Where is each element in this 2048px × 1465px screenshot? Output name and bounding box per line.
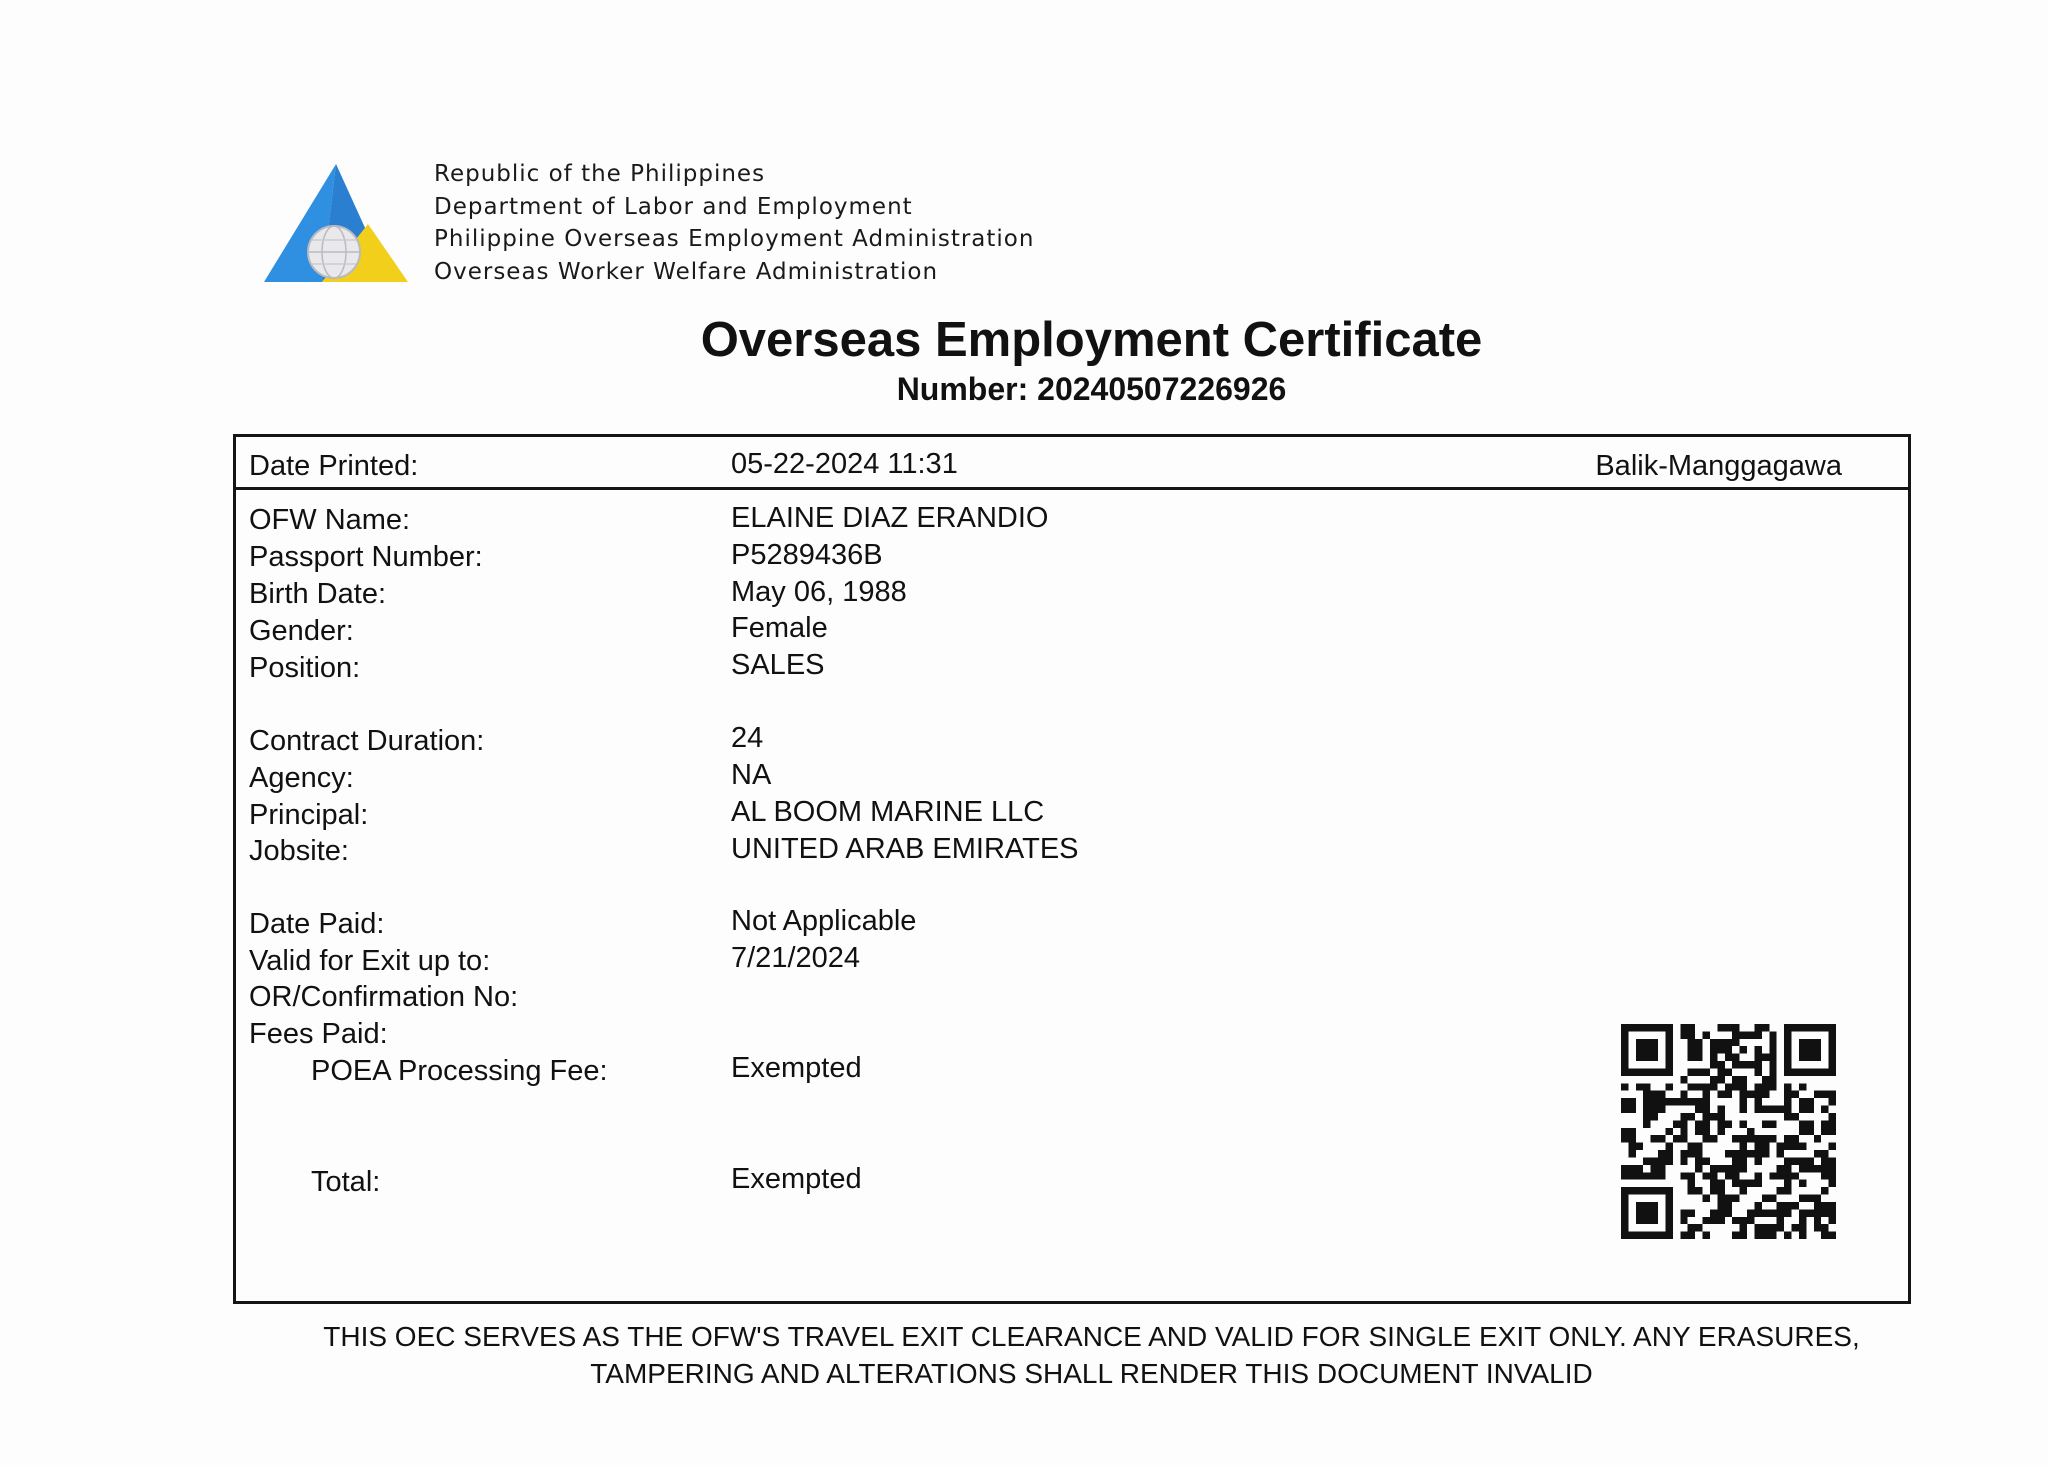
date-paid-label: Date Paid: [249, 908, 385, 940]
date-paid-value: Not Applicable [731, 905, 917, 937]
agency-value: NA [731, 759, 772, 791]
footer-line-1: THIS OEC SERVES AS THE OFW'S TRAVEL EXIT CLEARANCE AND VALID FOR SINGLE EXIT ONLY. ANY ERASURES, [323, 1321, 1860, 1352]
birth-date-label: Birth Date: [249, 578, 386, 610]
jobsite-value: UNITED ARAB EMIRATES [731, 833, 1079, 865]
principal-value: AL BOOM MARINE LLC [731, 796, 1045, 828]
agency-line-dole: Department of Labor and Employment [434, 193, 913, 220]
fees-paid-label: Fees Paid: [249, 1018, 388, 1050]
valid-exit-label: Valid for Exit up to: [249, 945, 491, 977]
position-value: SALES [731, 649, 825, 681]
agency-line-poea: Philippine Overseas Employment Administration [434, 226, 1035, 252]
date-printed-label: Date Printed: [249, 450, 419, 482]
passport-label: Passport Number: [249, 541, 483, 573]
poea-logo-icon [256, 160, 416, 290]
gender-label: Gender: [249, 615, 354, 647]
qr-code-icon [1621, 1024, 1836, 1239]
total-value: Exempted [731, 1163, 862, 1195]
contract-duration-value: 24 [731, 722, 764, 754]
total-label: Total: [311, 1166, 381, 1198]
certificate-box [233, 434, 1911, 1304]
footer-notice [0, 1318, 2048, 1392]
ofw-name-value: ELAINE DIAZ ERANDIO [731, 502, 1049, 534]
jobsite-label: Jobsite: [249, 835, 349, 867]
gender-value: Female [731, 612, 828, 644]
birth-date-value: May 06, 1988 [731, 576, 907, 608]
passport-value: P5289436B [731, 539, 883, 571]
poea-fee-value: Exempted [731, 1052, 862, 1084]
date-printed-value: 05-22-2024 11:31 [731, 448, 958, 480]
ofw-name-label: OFW Name: [249, 504, 411, 536]
contract-duration-label: Contract Duration: [249, 725, 485, 757]
agency-line-republic: Republic of the Philippines [434, 161, 766, 187]
agency-lines [434, 158, 1034, 288]
worker-status: Balik-Manggagawa [1595, 450, 1842, 482]
certificate-number: Number: 20240507226926 [896, 371, 1287, 407]
agency-line-owwa: Overseas Worker Welfare Administration [434, 258, 939, 285]
or-confirmation-label: OR/Confirmation No: [249, 981, 519, 1013]
document-title: Overseas Employment Certificate [700, 313, 1483, 367]
principal-label: Principal: [249, 799, 369, 831]
agency-label: Agency: [249, 762, 354, 794]
valid-exit-value: 7/21/2024 [731, 942, 861, 974]
position-label: Position: [249, 652, 361, 684]
poea-fee-label: POEA Processing Fee: [311, 1055, 608, 1087]
certificate-header-row [236, 437, 1908, 490]
footer-line-2: TAMPERING AND ALTERATIONS SHALL RENDER THIS DOCUMENT INVALID [590, 1358, 1593, 1389]
